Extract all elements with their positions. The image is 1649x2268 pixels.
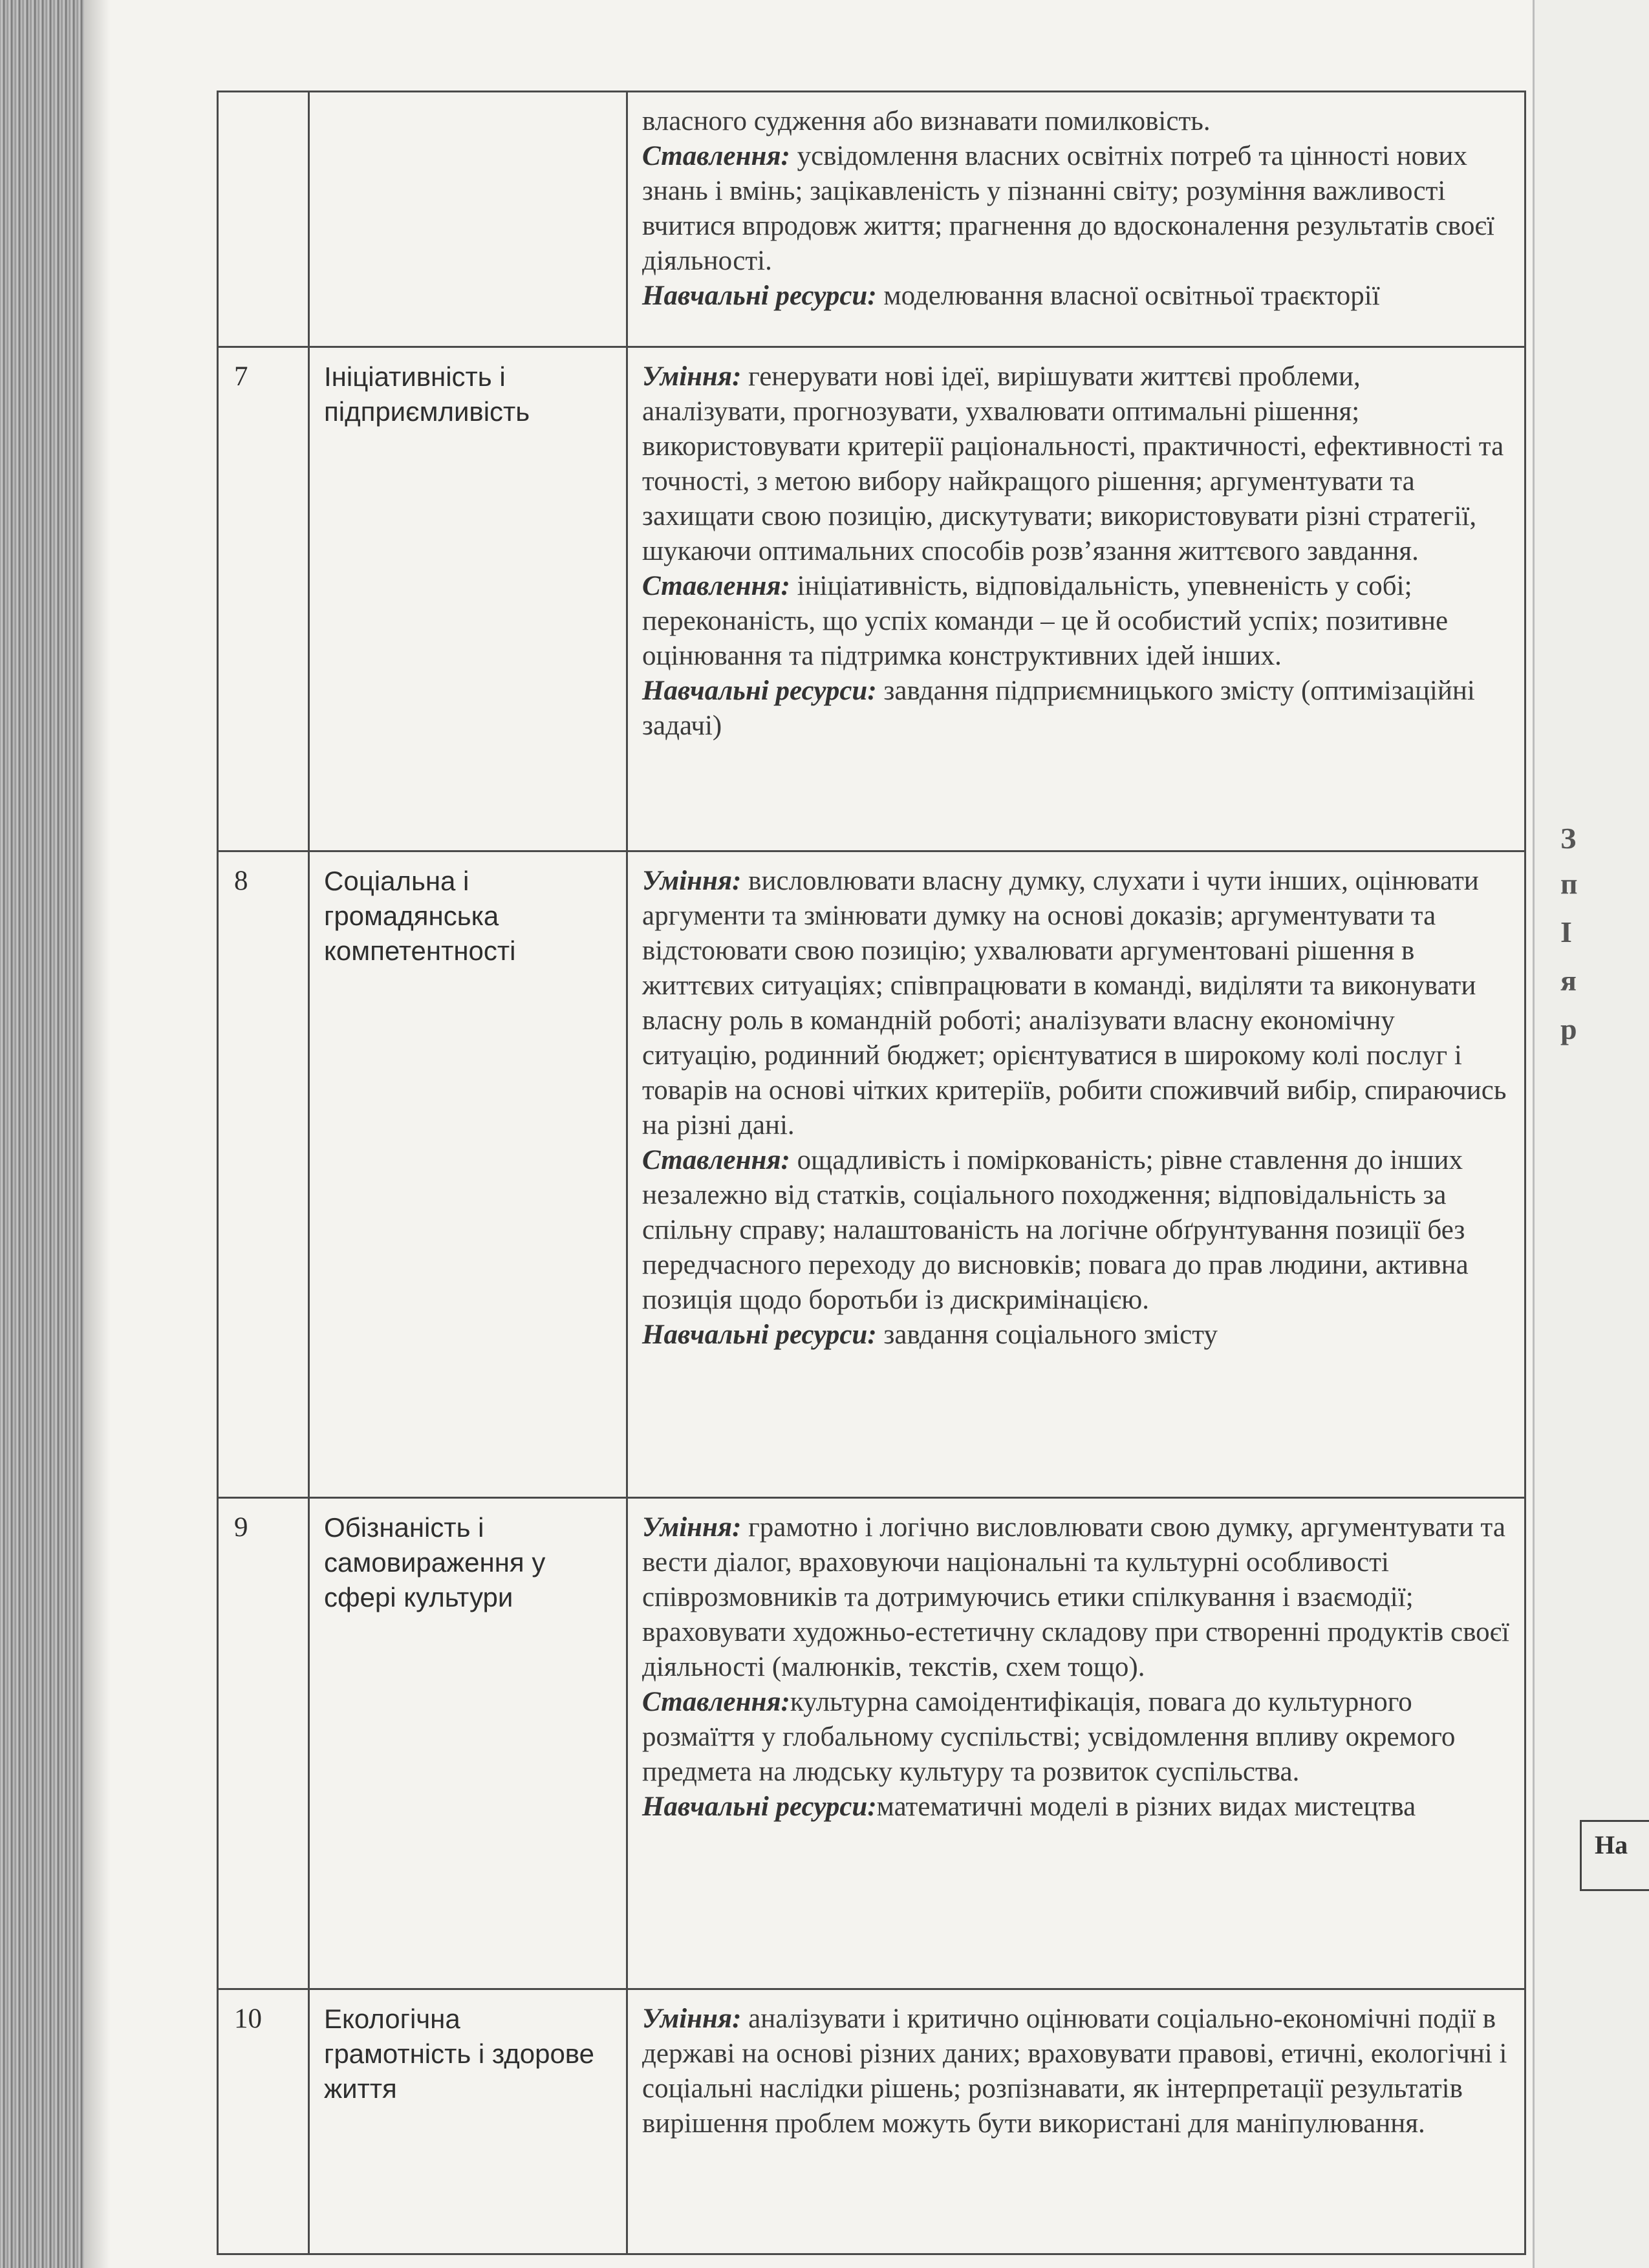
block-text: усвідомлення власних освітніх потреб та цінності нових знань і вмінь; зацікавленість у пізнанні світу; розуміння важливості вчитися впродовж життя; прагнення до вдосконалення результатів своєї діяльності. [642, 141, 1494, 276]
competence-name: Ініціативність і підприємливість [309, 347, 627, 851]
block-label: Ставлення: [642, 571, 790, 601]
block-label: Ставлення: [642, 1145, 790, 1175]
block-label: Навчальні ресурси: [642, 676, 877, 706]
competence-name: Екологічна грамотність і здорове життя [309, 1989, 627, 2254]
edge-fragment: п [1560, 867, 1578, 900]
table-row [218, 1989, 1525, 2254]
edge-fragment: І [1560, 915, 1572, 948]
edge-fragment: я [1560, 964, 1577, 997]
competence-description [627, 851, 1525, 1498]
block-label: Уміння: [642, 361, 742, 392]
table-row [218, 92, 1525, 347]
description-block [642, 2002, 1510, 2141]
description-block [642, 1318, 1510, 1353]
competences-table [217, 91, 1526, 2255]
description-block [642, 1510, 1510, 1685]
adjacent-page-edge [1533, 0, 1649, 2268]
block-label: Навчальні ресурси: [642, 1792, 877, 1822]
row-number: 8 [218, 851, 309, 1498]
block-text: ініціативність, відповідальність, упевненість у собі; переконаність, що успіх команди – це й особистий успіх; позитивне оцінювання та підтримка конструктивних ідей інших. [642, 571, 1449, 671]
competence-description [627, 1989, 1525, 2254]
competence-description [627, 92, 1525, 347]
block-label: Ставлення: [642, 1687, 790, 1717]
description-block [642, 1685, 1510, 1790]
description-block [642, 1143, 1510, 1318]
block-text: грамотно і логічно висловлювати свою думку, аргументувати та вести діалог, враховуючи національні та культурні особливості співрозмовників та дотримуючись етики спілкування і взаємодії; враховувати художньо-естетичну складову при створенні продуктів своєї діяльності (малюнків, текстів, схем тощо). [642, 1512, 1509, 1682]
competence-name: Соціальна і громадянська компетентності [309, 851, 627, 1498]
competence-description [627, 1498, 1525, 1989]
block-label: Уміння: [642, 2004, 742, 2034]
edge-fragment: р [1560, 1012, 1577, 1045]
competence-name [309, 92, 627, 347]
competence-description [627, 347, 1525, 851]
description-block [642, 139, 1510, 279]
block-label: Уміння: [642, 1512, 742, 1543]
description-block [642, 864, 1510, 1143]
row-number [218, 92, 309, 347]
block-text: математичні моделі в різних видах мистецтва [876, 1792, 1416, 1822]
description-block [642, 1790, 1510, 1824]
description-block [642, 674, 1510, 744]
table-row [218, 851, 1525, 1498]
row-number: 7 [218, 347, 309, 851]
row-number: 10 [218, 1989, 309, 2254]
block-text: завдання підприємницького змісту (оптимізаційні задачі) [642, 676, 1475, 741]
description-block [642, 279, 1510, 314]
row-number: 9 [218, 1498, 309, 1989]
edge-box: На [1580, 1820, 1649, 1891]
block-text: культурна самоідентифікація, повага до культурного розмаїття у глобальному суспільстві; усвідомлення впливу окремого предмета на людську культуру та розвиток суспільства. [642, 1687, 1456, 1787]
table-row [218, 1498, 1525, 1989]
binding-shadow [84, 0, 110, 2268]
description-block [642, 569, 1510, 674]
table-row [218, 347, 1525, 851]
block-label: Навчальні ресурси: [642, 281, 877, 311]
description-block [642, 104, 1510, 139]
edge-fragment: З [1560, 822, 1577, 855]
block-text: завдання соціального змісту [876, 1320, 1218, 1350]
block-text: висловлювати власну думку, слухати і чути інших, оцінювати аргументи та змінювати думку на основі доказів; аргументувати та відстоювати свою позицію; ухвалювати аргументовані рішення в життєвих ситуаціях; співпрацювати в команді, виділяти та виконувати власну роль в командній роботі; аналізувати власну економічну ситуацію, родинний бюджет; орієнтуватися в широкому колі послуг і товарів на основі чітких критеріїв, робити споживчий вибір, спираючись на різні дані. [642, 866, 1507, 1140]
block-label: Навчальні ресурси: [642, 1320, 877, 1350]
description-block [642, 359, 1510, 569]
block-label: Ставлення: [642, 141, 790, 171]
block-label: Уміння: [642, 866, 742, 896]
block-text: моделювання власної освітньої траєкторії [876, 281, 1380, 311]
block-text: генерувати нові ідеї, вирішувати життєві проблеми, аналізувати, прогнозувати, ухвалювати оптимальні рішення; використовувати критерії раціональності, практичності, ефективності та точності, з метою вибору найкращого рішення; аргументувати та захищати свою позицію, дискутувати; використовувати різні стратегії, шукаючи оптимальних способів розв’язання життєвого завдання. [642, 361, 1504, 566]
block-text: власного судження або визнавати помилковість. [642, 106, 1211, 136]
competence-name: Обізнаність і самовираження у сфері культури [309, 1498, 627, 1989]
block-text: ощадливість і поміркованість; рівне ставлення до інших незалежно від статків, соціального походження; відповідальність за спільну справу; налаштованість на логічне обґрунтування позиції без передчасного переходу до висновків; повага до прав людини, активна позиція щодо боротьби із дискримінацією. [642, 1145, 1469, 1315]
block-text: аналізувати і критично оцінювати соціально-економічні події в державі на основі різних даних; враховувати правові, етичні, екологічні і соціальні наслідки рішень; розпізнавати, як інтерпретації результатів вирішення проблем можуть бути використані для маніпулювання. [642, 2004, 1507, 2139]
page-binding [0, 0, 84, 2268]
